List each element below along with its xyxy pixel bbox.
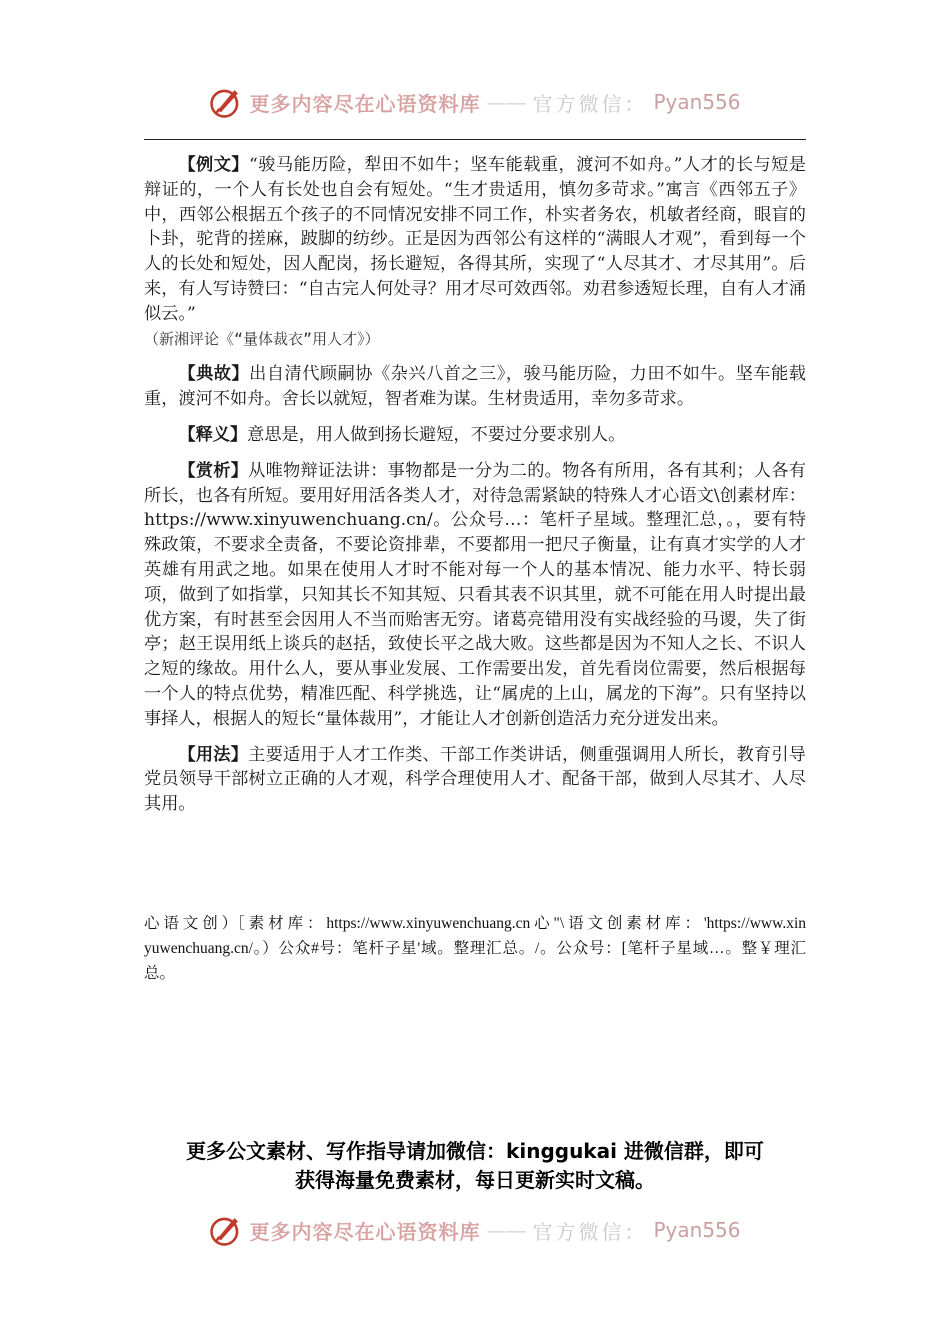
- banner-wechat-id: Pyan556: [653, 1218, 741, 1242]
- section-tag: 【例文】: [178, 155, 250, 175]
- promo-line-2: 获得海量免费素材，每日更新实时文稿。: [295, 1168, 655, 1192]
- promo-block: [144, 1137, 806, 1195]
- header-divider: [144, 139, 806, 140]
- paragraph-text: “骏马能历险，犁田不如牛；坚车能载重，渡河不如舟。”人才的长与短是辩证的，一个人有长处也自会有短处。“生才贵适用，慎勿多苛求。”寓言《西邻五子》中，西邻公根据五个孩子的不同情况安排不同工作，朴实者务农，机敏者经商，眼盲的卜卦，驼背的搓麻，跛脚的纺纱。正是因为西邻公有这样的“满眼人才观”，看到每一个人的长处和短处，因人配岗，扬长避短，各得其所，实现了“人尽其才、才尽其用”。后来，有人写诗赞曰：“自古完人何处寻？用才尽可效西邻。劝君参透短长理，自有人才涌似云。”: [144, 155, 806, 324]
- header-banner: [0, 82, 950, 122]
- section-tag: 【释义】: [178, 424, 248, 445]
- paragraph-usage: [144, 743, 806, 817]
- section-tag: 【典故】: [178, 364, 250, 385]
- section-tag: 【用法】: [178, 744, 249, 765]
- paragraph-text: 意思是，用人做到扬长避短，不要过分要求别人。: [247, 424, 626, 445]
- footer-banner: [0, 1210, 950, 1250]
- banner-wechat-id: Pyan556: [653, 90, 741, 114]
- section-tag: 【赏析】: [178, 460, 249, 481]
- source-footnote: 心 语 文 创 ）［ 素 材 库 ： https://www.xinyuwenchuang.cn 心 "\ 语 文 创 素 材 库 ： 'https://www.xinyuwenchuang.cn/。）公众#号：笔杆子星'域。整理汇总。/。公众号：[笔杆子星域…。整￥理汇总。: [144, 915, 806, 982]
- banner-title: 更多内容尽在心语资料库: [249, 91, 481, 116]
- paragraph-allusion: [144, 362, 806, 412]
- paragraph-meaning: [144, 423, 806, 448]
- quill-logo-icon: [209, 85, 243, 119]
- banner-separator: ——: [486, 1218, 527, 1242]
- paragraph-example: [144, 153, 806, 351]
- banner-title: 更多内容尽在心语资料库: [249, 1219, 481, 1244]
- citation: （新湘评论《“量体裁衣”用人才》）: [144, 329, 380, 348]
- paragraph-text: 出自清代顾嗣协《杂兴八首之三》，骏马能历险，力田不如牛。坚车能载重，渡河不如舟。舍长以就短，智者难为谋。生材贵适用，幸勿多苛求。: [144, 364, 806, 410]
- promo-line-1: 更多公文素材、写作指导请加微信：kinggukai 进微信群，即可: [186, 1139, 764, 1163]
- document-body: [144, 153, 806, 828]
- paragraph-text: 主要适用于人才工作类、干部工作类讲话，侧重强调用人所长，教育引导党员领导干部树立正确的人才观，科学合理使用人才、配备干部，做到人尽其才、人尽其用。: [144, 744, 806, 815]
- paragraph-appreciation: [144, 459, 806, 732]
- paragraph-text: 从唯物辩证法讲：事物都是一分为二的。物各有所用，各有其利；人各有所长，也各有所短。要用好用活各类人才，对待急需紧缺的特殊人才心语文\创素材库：https://www.xinyuwenchuang.cn/。公众号…：笔杆子星域。整理汇总，。，要有特殊政策，不要求全责备，不要论资排辈，不要都用一把尺子衡量，让有真才实学的人才英雄有用武之地。如果在使用人才时不能对每一个人的基本情况、能力水平、特长弱项，做到了如指掌，只知其长不知其短、只看其表不识其里，就不可能在用人时提出最优方案，有时甚至会因用人不当而贻害无穷。诸葛亮错用没有实战经验的马谡，失了街亭；赵王误用纸上谈兵的赵括，致使长平之战大败。这些都是因为不知人之长、不识人之短的缘故。用什么人，要从事业发展、工作需要出发，首先看岗位需要，然后根据每一个人的特点优势，精准匹配、科学挑选，让“属虎的上山，属龙的下海”。只有坚持以事择人，根据人的短长“量体裁用”，才能让人才创新创造活力充分迸发出来。: [144, 460, 806, 729]
- banner-wechat-label: 官方微信：: [532, 91, 648, 116]
- banner-separator: ——: [486, 90, 527, 114]
- quill-logo-icon: [209, 1213, 243, 1247]
- banner-wechat-label: 官方微信：: [532, 1219, 648, 1244]
